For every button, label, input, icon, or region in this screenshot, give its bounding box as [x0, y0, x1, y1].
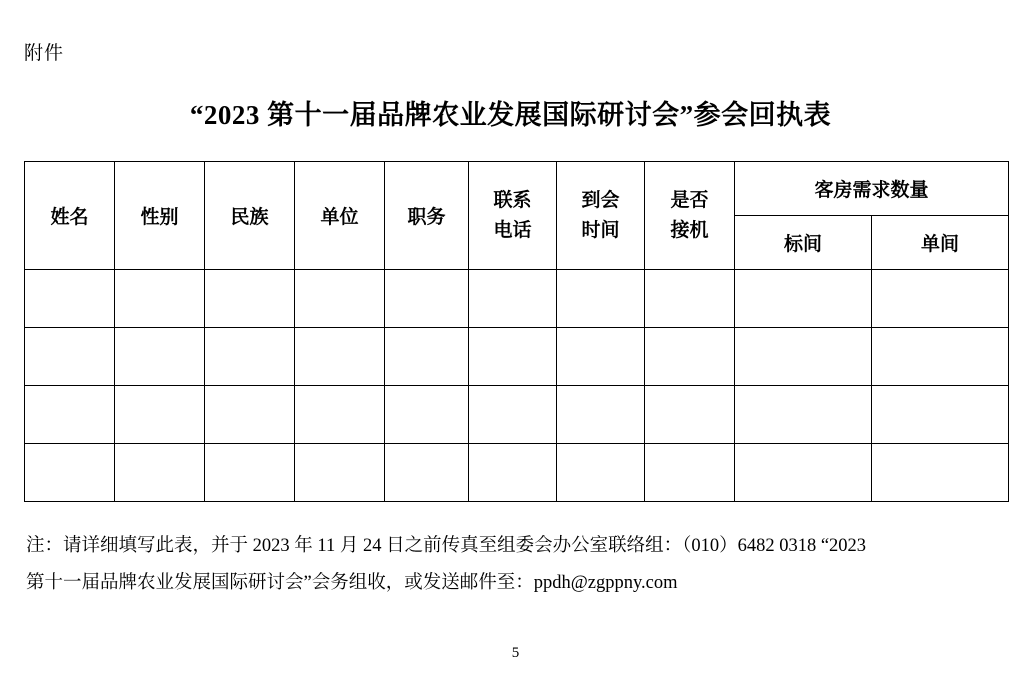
cell-phone[interactable]	[469, 328, 557, 386]
header-pickup-line2: 接机	[670, 219, 709, 241]
header-arrival-line2: 时间	[581, 219, 620, 241]
header-arrival-time	[557, 162, 645, 270]
cell-ethnicity[interactable]	[205, 386, 295, 444]
table-header-row-1	[25, 162, 1009, 216]
cell-rooms-single[interactable]	[872, 328, 1009, 386]
cell-gender[interactable]	[115, 270, 205, 328]
cell-name[interactable]	[25, 270, 115, 328]
table-row[interactable]	[25, 328, 1009, 386]
table-row[interactable]	[25, 270, 1009, 328]
cell-phone[interactable]	[469, 444, 557, 502]
cell-organization[interactable]	[295, 328, 385, 386]
cell-rooms-standard[interactable]	[735, 328, 872, 386]
header-phone-line1: 联系	[493, 190, 532, 212]
cell-pickup[interactable]	[645, 328, 735, 386]
cell-position[interactable]	[385, 328, 469, 386]
cell-gender[interactable]	[115, 328, 205, 386]
footer-note	[22, 528, 1009, 602]
cell-arrival-time[interactable]	[557, 386, 645, 444]
cell-arrival-time[interactable]	[557, 270, 645, 328]
attachment-label: 附件	[24, 43, 65, 64]
cell-rooms-single[interactable]	[872, 386, 1009, 444]
table-body	[25, 270, 1009, 502]
header-phone	[469, 162, 557, 270]
cell-rooms-single[interactable]	[872, 444, 1009, 502]
header-phone-line2: 电话	[493, 219, 532, 241]
cell-organization[interactable]	[295, 270, 385, 328]
table-row[interactable]	[25, 444, 1009, 502]
cell-phone[interactable]	[469, 270, 557, 328]
header-gender: 性别	[115, 162, 205, 270]
page-title: “2023 第十一届品牌农业发展国际研讨会”参会回执表	[189, 100, 832, 130]
cell-ethnicity[interactable]	[205, 328, 295, 386]
cell-phone[interactable]	[469, 386, 557, 444]
header-organization: 单位	[295, 162, 385, 270]
header-pickup-line1: 是否	[670, 190, 709, 212]
header-name: 姓名	[25, 162, 115, 270]
cell-rooms-standard[interactable]	[735, 386, 872, 444]
table-row[interactable]	[25, 386, 1009, 444]
cell-position[interactable]	[385, 444, 469, 502]
receipt-table	[24, 161, 1009, 502]
cell-rooms-standard[interactable]	[735, 444, 872, 502]
cell-arrival-time[interactable]	[557, 444, 645, 502]
cell-rooms-single[interactable]	[872, 270, 1009, 328]
note-line-1: 注：请详细填写此表，并于 2023 年 11 月 24 日之前传真至组委会办公室联络组：（010）6482 0318 “2023	[26, 536, 867, 556]
cell-name[interactable]	[25, 328, 115, 386]
cell-gender[interactable]	[115, 386, 205, 444]
header-rooms-single: 单间	[872, 216, 1009, 270]
header-pickup	[645, 162, 735, 270]
cell-pickup[interactable]	[645, 270, 735, 328]
cell-name[interactable]	[25, 386, 115, 444]
header-ethnicity: 民族	[205, 162, 295, 270]
receipt-table-container	[22, 161, 1009, 502]
header-rooms-group: 客房需求数量	[735, 162, 1009, 216]
cell-ethnicity[interactable]	[205, 270, 295, 328]
header-position: 职务	[385, 162, 469, 270]
cell-name[interactable]	[25, 444, 115, 502]
cell-organization[interactable]	[295, 386, 385, 444]
cell-position[interactable]	[385, 270, 469, 328]
cell-ethnicity[interactable]	[205, 444, 295, 502]
note-line-2: 第十一届品牌农业发展国际研讨会”会务组收，或发送邮件至：ppdh@zgppny.com	[26, 573, 678, 593]
cell-pickup[interactable]	[645, 444, 735, 502]
header-rooms-standard: 标间	[735, 216, 872, 270]
cell-arrival-time[interactable]	[557, 328, 645, 386]
header-arrival-line1: 到会	[581, 190, 620, 212]
cell-position[interactable]	[385, 386, 469, 444]
cell-pickup[interactable]	[645, 386, 735, 444]
page-number: 5	[511, 645, 520, 661]
cell-rooms-standard[interactable]	[735, 270, 872, 328]
cell-organization[interactable]	[295, 444, 385, 502]
cell-gender[interactable]	[115, 444, 205, 502]
